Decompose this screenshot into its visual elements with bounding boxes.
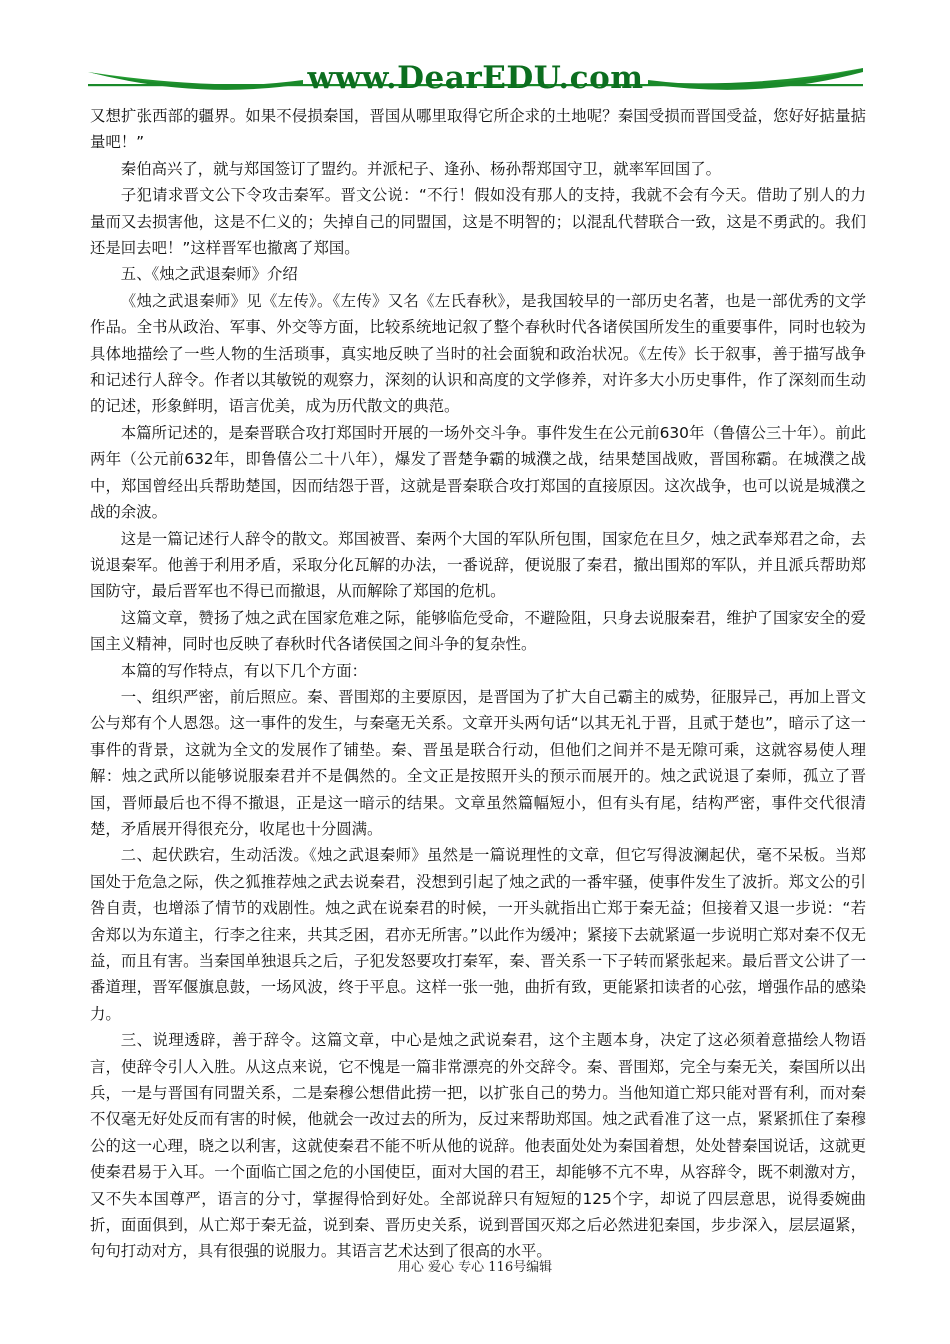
site-logo-text: www.DearEDU.com — [307, 60, 644, 96]
page-footer: 用心 爱心 专心 116号编辑 — [397, 1260, 553, 1275]
site-header-banner — [88, 58, 863, 100]
paragraph: 一、组织严密，前后照应。秦、晋围郑的主要原因，是晋国为了扩大自己霸主的威势，征服异己，再加上晋文公与郑有个人恩怨。这一事件的发生，与秦毫无关系。文章开头两句话“以其无礼于晋，且贰于楚也”，暗示了这一事件的背景，这就为全文的发展作了铺垫。秦、晋虽是联合行动，但他们之间并不是无隙可乘，这就容易使人理解：烛之武所以能够说服秦君并不是偶然的。全文正是按照开头的预示而展开的。烛之武说退了秦师，孤立了晋国，晋师最后也不得不撤退，正是这一暗示的结果。文章虽然篇幅短小，但有头有尾，结构严密，事件交代很清楚，矛盾展开得很充分，收尾也十分圆满。 — [90, 687, 866, 838]
paragraph: 这篇文章，赞扬了烛之武在国家危难之际，能够临危受命，不避险阻，只身去说服秦君，维护了国家安全的爱国主义精神，同时也反映了春秋时代各诸侯国之间斗争的复杂性。 — [90, 608, 866, 654]
section-heading: 五、《烛之武退秦师》介绍 — [120, 265, 298, 284]
paragraph: 本篇的写作特点，有以下几个方面： — [120, 661, 368, 680]
paragraph: 子犯请求晋文公下令攻击秦军。晋文公说：“不行！假如没有那人的支持，我就不会有今天。借助了别人的力量而又去损害他，这是不仁义的；失掉自己的同盟国，这是不明智的；以混乱代替联合一致，这是不勇武的。我们还是回去吧！”这样晋军也撤离了郑国。 — [90, 186, 866, 258]
article-body — [90, 103, 866, 1265]
paragraph: 又想扩张西部的疆界。如果不侵损秦国，晋国从哪里取得它所企求的土地呢？秦国受损而晋国受益，您好好掂量掂量吧！” — [90, 107, 866, 152]
paragraph: 《烛之武退秦师》见《左传》。《左传》又名《左氏春秋》，是我国较早的一部历史名著，也是一部优秀的文学作品。全书从政治、军事、外交等方面，比较系统地记叙了整个春秋时代各诸侯国所发生的重要事件，同时也较为具体地描绘了一些人物的生活琐事，真实地反映了当时的社会面貌和政治状况。《左传》长于叙事，善于描写战争和记述行人辞令。作者以其敏锐的观察力，深刻的认识和高度的文学修养，对许多大小历史事件，作了深刻而生动的记述，形象鲜明，语言优美，成为历代散文的典范。 — [90, 291, 866, 416]
paragraph: 三、说理透辟，善于辞令。这篇文章，中心是烛之武说秦君，这个主题本身，决定了这必须着意描绘人物语言，使辞令引人入胜。从这点来说，它不愧是一篇非常漂亮的外交辞令。秦、晋围郑，完全与秦无关，秦国所以出兵，一是与晋国有同盟关系，二是秦穆公想借此捞一把，以扩张自己的势力。当他知道亡郑只能对晋有利，而对秦不仅毫无好处反而有害的时候，他就会一改过去的所为，反过来帮助郑国。烛之武看准了这一点，紧紧抓住了秦穆公的这一心理，晓之以利害，这就使秦君不能不听从他的说辞。他表面处处为秦国着想，处处替秦国说话，这就更使秦君易于入耳。一个面临亡国之危的小国使臣，面对大国的君王，却能够不亢不卑，从容辞令，既不刺激对方，又不失本国尊严，语言的分寸，掌握得恰到好处。全部说辞只有短短的125个字，却说了四层意思，说得委婉曲折，面面俱到，从亡郑于秦无益，说到秦、晋历史关系，说到晋国灭郑之后必然进犯秦国，步步深入，层层逼紧，句句打动对方，具有很强的说服力。其语言艺术达到了很高的水平。 — [90, 1031, 866, 1261]
paragraph: 本篇所记述的，是秦晋联合攻打郑国时开展的一场外交斗争。事件发生在公元前630年（鲁僖公三十年）。前此两年（公元前632年，即鲁僖公二十八年），爆发了晋楚争霸的城濮之战，结果楚国战败，晋国称霸。在城濮之战中，郑国曾经出兵帮助楚国，因而结怨于晋，这就是晋秦联合攻打郑国的直接原因。这次战争，也可以说是城濮之战的余波。 — [90, 423, 866, 522]
paragraph: 二、起伏跌宕，生动活泼。《烛之武退秦师》虽然是一篇说理性的文章，但它写得波澜起伏，毫不呆板。当郑国处于危急之际，佚之狐推荐烛之武去说秦君，没想到引起了烛之武的一番牢骚，使事件发生了波折。郑文公的引咎自责，也增添了情节的戏剧性。烛之武在说秦君的时候，一开头就指出亡郑于秦无益；但接着又退一步说：“若舍郑以为东道主，行李之往来，共其乏困，君亦无所害。”以此作为缓冲；紧接下去就紧逼一步说明亡郑对秦不仅无益，而且有害。当秦国单独退兵之后，子犯发怒要攻打秦军，秦、晋关系一下子转而紧张起来。最后晋文公讲了一番道理，晋军偃旗息鼓，一场风波，终于平息。这样一张一弛，曲折有致，更能紧扣读者的心弦，增强作品的感染力。 — [90, 846, 866, 1023]
paragraph: 这是一篇记述行人辞令的散文。郑国被晋、秦两个大国的军队所包围，国家危在旦夕，烛之武奉郑君之命，去说退秦军。他善于利用矛盾，采取分化瓦解的办法，一番说辞，便说服了秦君，撤出围郑的军队，并且派兵帮助郑国防守，最后晋军也不得已而撤退，从而解除了郑国的危机。 — [90, 529, 866, 601]
paragraph: 秦伯高兴了，就与郑国签订了盟约。并派杞子、逢孙、杨孙帮郑国守卫，就率军回国了。 — [120, 159, 722, 178]
